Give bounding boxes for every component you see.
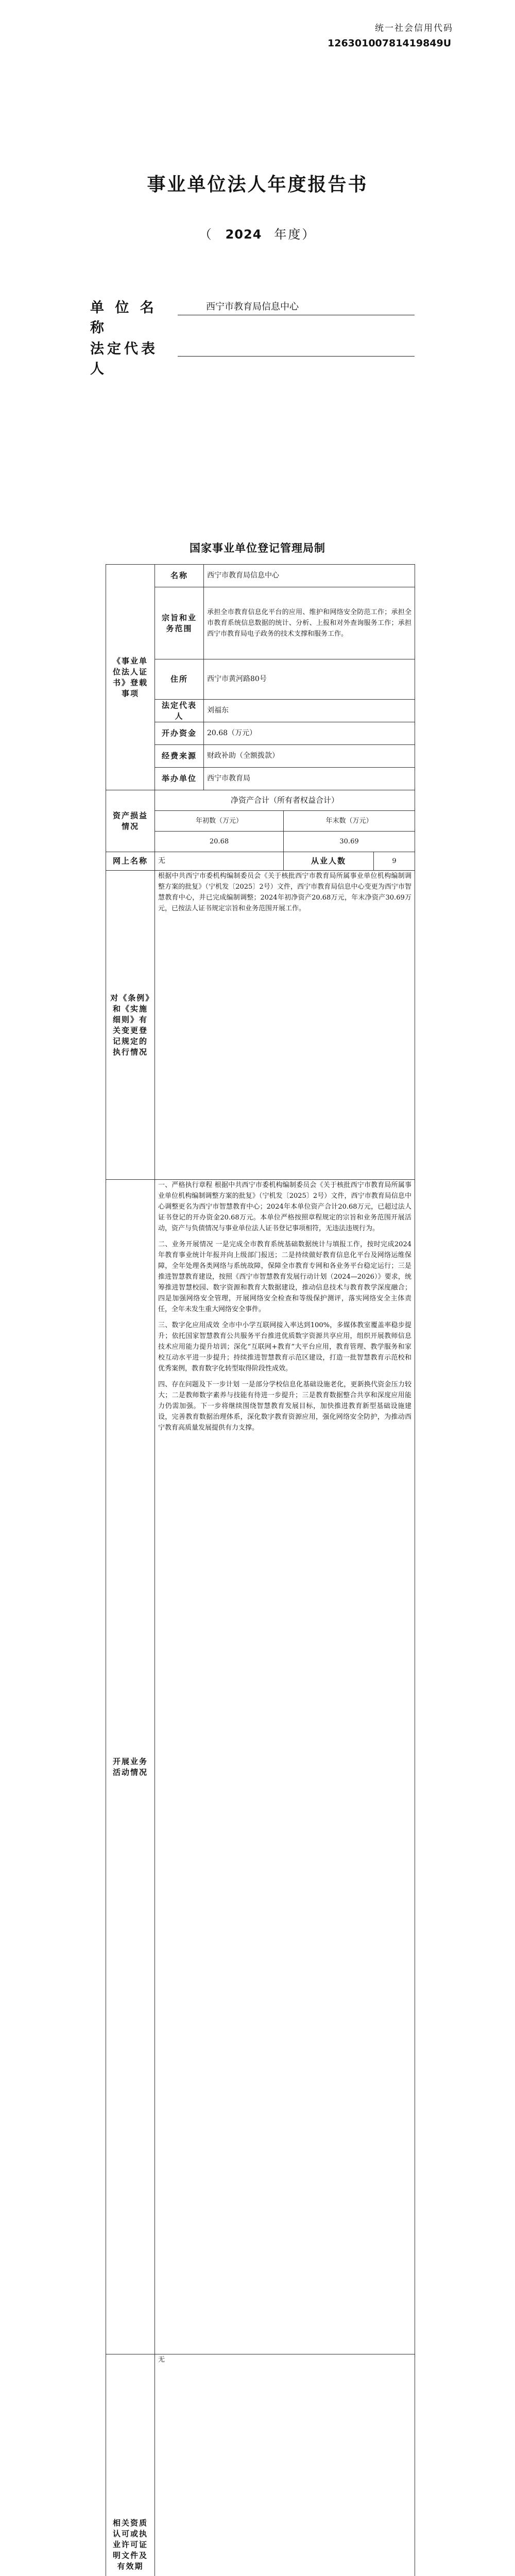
unit-name-value: 西宁市教育局信息中心 xyxy=(206,301,299,312)
begin-label: 年初数（万元） xyxy=(155,811,284,832)
report-year-line xyxy=(0,224,515,242)
staff-label: 从业人数 xyxy=(284,852,374,871)
name-value: 西宁市教育局信息中心 xyxy=(204,565,415,587)
end-value: 30.69 xyxy=(284,832,415,852)
work-paragraph: 三、数字化应用成效 全市中小学互联网接入率达到100%，多媒体教室覆盖率稳步提升；依托国家智慧教育公共服务平台推进优质数字资源共享应用，组织开展教师信息技术应用能力提升培训；深化“互联网+教育”大平台应用，教育管理、教学服务和家校互动水平进一步提升；持续推进智慧教育示范区建设，打造一批智慧教育示范校和优秀案例，教育数字化转型取得阶段性成效。 xyxy=(158,1321,411,1372)
legal-rep-label: 法定代表人 xyxy=(90,341,158,377)
license-side-label: 相关资质认可或执业许可证明文件及有效期 xyxy=(106,2354,155,2576)
cert-items-side-label: 《事业单位法人证书》登载事项 xyxy=(106,565,155,790)
legal-rep-row xyxy=(90,337,173,378)
credit-code-block xyxy=(328,21,453,49)
address-label: 住所 xyxy=(155,659,204,700)
license-value: 无 xyxy=(155,2354,415,2576)
scope-label: 宗旨和业务范围 xyxy=(155,587,204,659)
source-value: 财政补助（全额拨款） xyxy=(204,745,415,768)
begin-value: 20.68 xyxy=(155,832,284,852)
address-value: 西宁市黄河路80号 xyxy=(204,659,415,700)
fund-label: 开办资金 xyxy=(155,722,204,745)
rules-value: 根据中共西宁市委机构编制委员会《关于核批西宁市教育局所属事业单位机构编制调整方案的批复》（宁机发〔2025〕2号）文件，西宁市教育局信息中心变更为西宁市智慧教育中心，并已完成编制调整；2024年初净资产20.68万元，年末净资产30.69万元，已按法人证书规定宗旨和业务范围开展工作。 xyxy=(155,871,415,1180)
legal-rep-underline xyxy=(178,356,415,357)
year-open: （ xyxy=(199,227,213,242)
assets-side-label: 资产损益情况 xyxy=(106,790,155,852)
online-name-value: 无 xyxy=(155,852,284,871)
credit-code-label: 统一社会信用代码 xyxy=(375,23,453,33)
scope-value: 承担全市教育信息化平台的应用、维护和网络安全防范工作；承担全市教育系统信息数据的统计、分析、上报和对外查询服务工作；承担西宁市教育局电子政务的技术支撑和服务工作。 xyxy=(204,587,415,659)
report-title: 事业单位法人年度报告书 xyxy=(147,174,368,195)
name-label: 名称 xyxy=(155,565,204,587)
sponsor-value: 西宁市教育局 xyxy=(204,768,415,790)
unit-name-row xyxy=(90,296,299,336)
end-label: 年末数（万元） xyxy=(284,811,415,832)
online-name-label: 网上名称 xyxy=(106,852,155,871)
legal-rep-form-label: 法定代表人 xyxy=(155,700,204,722)
credit-code-value: 12630100781419849U xyxy=(328,38,452,49)
fund-value: 20.68（万元） xyxy=(204,722,415,745)
source-label: 经费来源 xyxy=(155,745,204,768)
work-paragraph: 一、严格执行章程 根据中共西宁市委机构编制委员会《关于核批西宁市教育局所属事业单位机构编制调整方案的批复》（宁机发〔2025〕2号）文件，西宁市教育局信息中心调整更名为西宁市智慧教育中心；2024年本单位资产合计20.68万元，已超过法人证书登记的开办资金20.68万元。本单位严格按照章程规定的宗旨和业务范围开展活动，资产与负债情况与事业单位法人证书登记事项相符，无违法违规行为。 xyxy=(158,1181,411,1232)
work-side-label: 开展业务活动情况 xyxy=(106,1180,155,2354)
work-content xyxy=(155,1180,415,2354)
sponsor-label: 举办单位 xyxy=(155,768,204,790)
work-paragraph: 四、存在问题及下一步计划 一是部分学校信息化基础设施老化，更新换代资金压力较大；二是教师数字素养与技能有待进一步提升；三是教育数据整合共享和深度应用能力仍需加强。下一步将继续围绕智慧教育发展目标，加快推进教育新型基础设施建设，完善教育数据治理体系，深化数字教育资源应用，强化网络安全防护，为推动西宁教育高质量发展提供有力支撑。 xyxy=(158,1381,411,1432)
net-assets-header: 净资产合计（所有者权益合计） xyxy=(155,790,415,811)
rules-side-label: 对《条例》和《实施细则》有关变更登记规定的执行情况 xyxy=(106,871,155,1180)
legal-rep-form-value: 刘福东 xyxy=(204,700,415,722)
report-year: 2024 xyxy=(225,227,262,242)
form-header: 国家事业单位登记管理局制 xyxy=(190,542,325,554)
unit-name-label: 单 位 名 称 xyxy=(90,300,157,336)
year-close: 年度） xyxy=(274,227,316,242)
report-form-table xyxy=(106,564,415,2576)
work-paragraph: 二、业务开展情况 一是完成全市教育系统基础数据统计与填报工作，按时完成2024年教育事业统计年报并向上级部门报送；二是持续做好教育信息化平台及网络运维保障，全年处理各类网络与系统故障，保障全市教育专网和各业务平台稳定运行；三是推进智慧教育建设，按照《西宁市智慧教育发展行动计划（2024—2026）》要求，统筹推进智慧校园、数字资源和教育大数据建设，推动信息技术与教育教学深度融合；四是加强网络安全管理，开展网络安全检查和等级保护测评，落实网络安全主体责任，全年未发生重大网络安全事件。 xyxy=(158,1241,411,1313)
staff-value: 9 xyxy=(374,852,415,871)
